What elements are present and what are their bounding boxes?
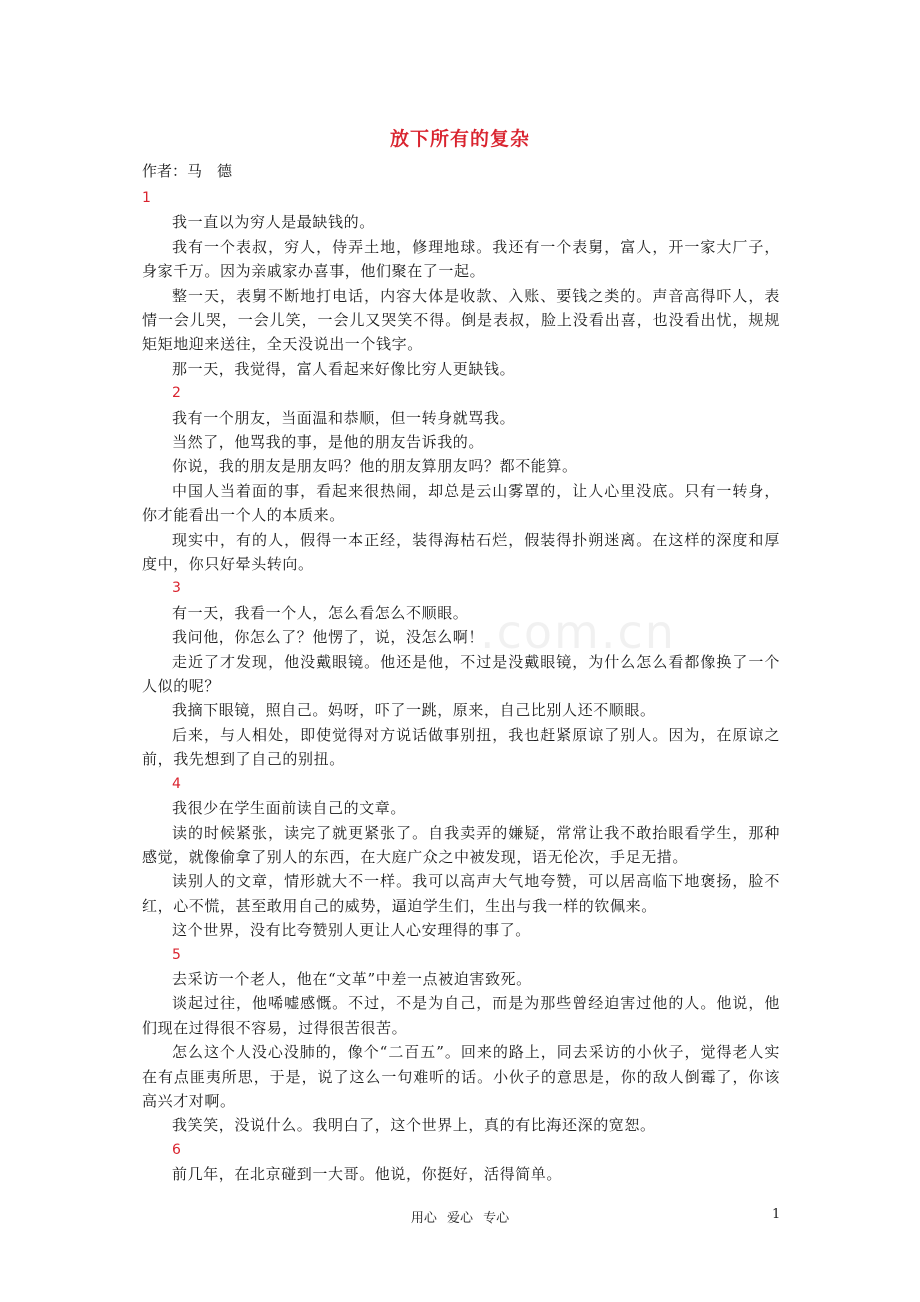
paragraph: 读的时候紧张，读完了就更紧张了。自我卖弄的嫌疑，常常让我不敢抬眼看学生，那种感觉，就像偷拿了别人的东西，在大庭广众之中被发现，语无伦次，手足无措。 (142, 823, 780, 866)
paragraph: 我笑笑，没说什么。我明白了，这个世界上，真的有比海还深的宽恕。 (172, 1116, 656, 1135)
paragraph: 有一天，我看一个人，怎么看怎么不顺眼。 (172, 603, 469, 622)
paragraph: 谈起过往，他唏嘘感慨。不过，不是为自己，而是为那些曾经迫害过他的人。他说，他们现在过得很不容易，过得很苦很苦。 (142, 994, 780, 1037)
paragraph: 我有一个表叔，穷人，侍弄土地，修理地球。我还有一个表舅，富人，开一家大厂子，身家千万。因为亲戚家办喜事，他们聚在了一起。 (142, 237, 780, 281)
watermark: .com.cn (480, 605, 676, 659)
page-number: 1 (772, 1207, 781, 1222)
section-number: 3 (172, 580, 181, 597)
section-number: 5 (172, 946, 181, 963)
paragraph: 我很少在学生面前读自己的文章。 (172, 799, 407, 818)
paragraph: 那一天，我觉得，富人看起来好像比穷人更缺钱。 (172, 359, 516, 378)
section-number: 6 (172, 1141, 181, 1158)
paragraph: 我一直以为穷人是最缺钱的。 (172, 213, 375, 232)
paragraph: 后来，与人相处，即使觉得对方说话做事别扭，我也赶紧原谅了别人。因为，在原谅之前，我先想到了自己的别扭。 (142, 725, 780, 769)
paragraph: 我问他，你怎么了？他愣了，说，没怎么啊！ (172, 628, 485, 647)
paragraph: 这个世界，没有比夸赞别人更让人心安理得的事了。 (172, 921, 531, 940)
section-number: 2 (172, 385, 181, 402)
paragraph: 怎么这个人没心没肺的，像个“二百五”。回来的路上，同去采访的小伙子，觉得老人实在有点匪夷所思，于是，说了这么一句难听的话。小伙子的意思是，你的敌人倒霉了，你该高兴才对啊。 (142, 1043, 780, 1110)
paragraph: 中国人当着面的事，看起来很热闹，却总是云山雾罩的，让人心里没底。只有一转身，你才能看出一个人的本质来。 (142, 481, 780, 525)
paragraph: 我有一个朋友，当面温和恭顺，但一转身就骂我。 (172, 408, 516, 427)
paragraph: 读别人的文章，情形就大不一样。我可以高声大气地夸赞，可以居高临下地褒扬，脸不红，心不慌，甚至敢用自己的威势，逼迫学生们，生出与我一样的钦佩来。 (142, 872, 780, 915)
page-title: 放下所有的复杂 (389, 128, 530, 150)
author-line: 作者：马 德 (142, 162, 233, 180)
paragraph: 现实中，有的人，假得一本正经，装得海枯石烂，假装得扑朔迷离。在这样的深度和厚度中，你只好晕头转向。 (142, 530, 780, 574)
section-number: 4 (172, 775, 181, 792)
footer-motto: 用心 爱心 专心 (410, 1211, 510, 1226)
paragraph: 走近了才发现，他没戴眼镜。他还是他，不过是没戴眼镜，为什么怎么看都像换了一个人似的呢？ (142, 652, 780, 696)
paragraph: 前几年，在北京碰到一大哥。他说，你挺好，活得简单。 (172, 1165, 563, 1184)
paragraph: 你说，我的朋友是朋友吗？他的朋友算朋友吗？都不能算。 (172, 457, 578, 476)
section-number: 1 (142, 190, 151, 206)
paragraph: 整一天，表舅不断地打电话，内容大体是收款、入账、要钱之类的。声音高得吓人，表情一会儿哭，一会儿笑，一会儿又哭笑不得。倒是表叔，脸上没看出喜，也没看出忧，规规矩矩地迎来送往，全天没说出一个钱字。 (142, 286, 780, 354)
article-body (142, 186, 780, 1187)
paragraph: 去采访一个老人，他在“文革”中差一点被迫害致死。 (172, 969, 532, 988)
paragraph: 我摘下眼镜，照自己。妈呀，吓了一跳，原来，自己比别人还不顺眼。 (172, 701, 656, 720)
paragraph: 当然了，他骂我的事，是他的朋友告诉我的。 (172, 433, 485, 452)
